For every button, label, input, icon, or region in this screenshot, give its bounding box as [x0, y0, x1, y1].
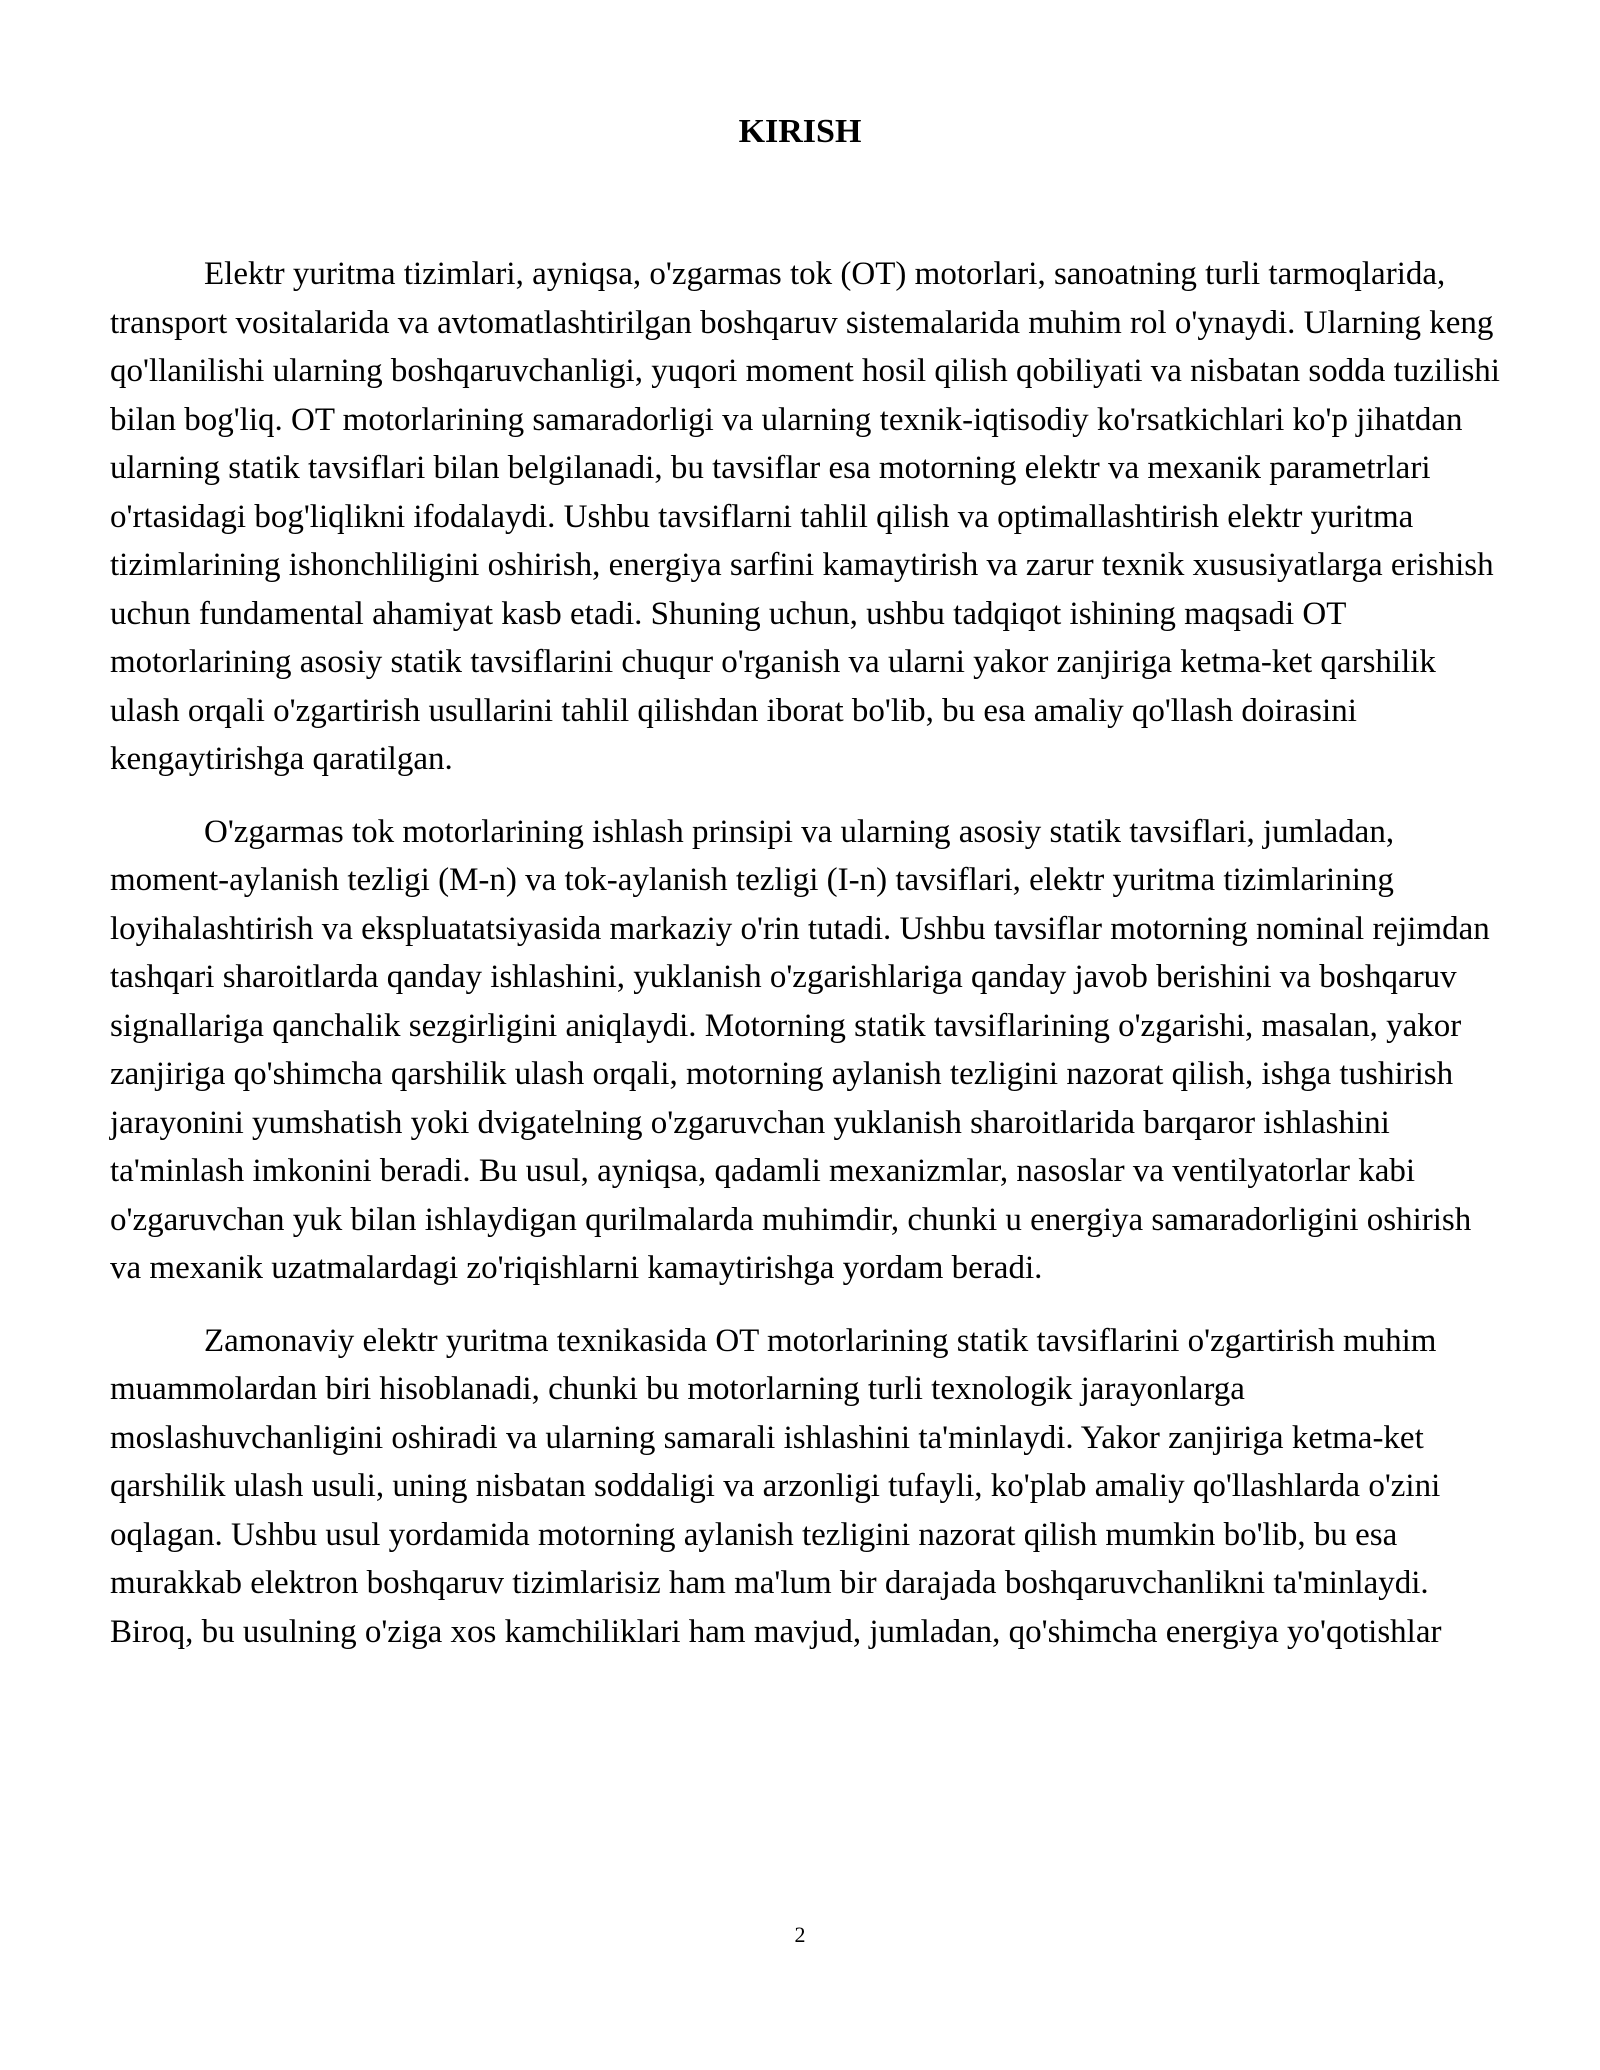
body-text: [110, 250, 1500, 1680]
paragraph-3: Zamonaviy elektr yuritma texnikasida OT motorlarining statik tavsiflarini o'zgartirish muhim muammolardan biri hisoblanadi, chunki bu motorlarning turli texnologik jarayonlarga moslashuvchanligini oshiradi va ularning samarali ishlashini ta'minlaydi. Yakor zanjiriga ketma-ket qarshilik ulash usuli, uning nisbatan soddaligi va arzonligi tufayli, ko'plab amaliy qo'llashlarda o'zini oqlagan. Ushbu usul yordamida motorning aylanish tezligini nazorat qilish mumkin bo'lib, bu esa murakkab elektron boshqaruv tizimlarisiz ham ma'lum bir darajada boshqaruvchanlikni ta'minlaydi. Biroq, bu usulning o'ziga xos kamchiliklari ham mavjud, jumladan, qo'shimcha energiya yo'qotishlar: [110, 1322, 1442, 1650]
paragraph-1: Elektr yuritma tizimlari, ayniqsa, o'zgarmas tok (OT) motorlari, sanoatning turli tarmoqlarida, transport vositalarida va avtomatlashtirilgan boshqaruv sistemalarida muhim rol o'ynaydi. Ularning keng qo'llanilishi ularning boshqaruvchanligi, yuqori moment hosil qilish qobiliyati va nisbatan sodda tuzilishi bilan bog'liq. OT motorlarining samaradorligi va ularning texnik-iqtisodiy ko'rsatkichlari ko'p jihatdan ularning statik tavsiflari bilan belgilanadi, bu tavsiflar esa motorning elektr va mexanik parametrlari o'rtasidagi bog'liqlikni ifodalaydi. Ushbu tavsiflarni tahlil qilish va optimallashtirish elektr yuritma tizimlarining ishonchliligini oshirish, energiya sarfini kamaytirish va zarur texnik xususiyatlarga erishish uchun fundamental ahamiyat kasb etadi. Shuning uchun, ushbu tadqiqot ishining maqsadi OT motorlarining asosiy statik tavsiflarini chuqur o'rganish va ularni yakor zanjiriga ketma-ket qarshilik ulash orqali o'zgartirish usullarini tahlil qilishdan iborat bo'lib, bu esa amaliy qo'llash doirasini kengaytirishga qaratilgan.: [110, 256, 1500, 777]
paragraph-2: O'zgarmas tok motorlarining ishlash prinsipi va ularning asosiy statik tavsiflari, jumladan, moment-aylanish tezligi (M-n) va tok-aylanish tezligi (I-n) tavsiflari, elektr yuritma tizimlarining loyihalashtirish va ekspluatatsiyasida markaziy o'rin tutadi. Ushbu tavsiflar motorning nominal rejimdan tashqari sharoitlarda qanday ishlashini, yuklanish o'zgarishlariga qanday javob berishini va boshqaruv signallariga qanchalik sezgirligini aniqlaydi. Motorning statik tavsiflarining o'zgarishi, masalan, yakor zanjiriga qo'shimcha qarshilik ulash orqali, motorning aylanish tezligini nazorat qilish, ishga tushirish jarayonini yumshatish yoki dvigatelning o'zgaruvchan yuklanish sharoitlarida barqaror ishlashini ta'minlash imkonini beradi. Bu usul, ayniqsa, qadamli mexanizmlar, nasoslar va ventilyatorlar kabi o'zgaruvchan yuk bilan ishlaydigan qurilmalarda muhimdir, chunki u energiya samaradorligini oshirish va mexanik uzatmalardagi zo'riqishlarni kamaytirishga yordam beradi.: [110, 813, 1490, 1286]
page-title: KIRISH: [738, 113, 862, 150]
page-number: 2: [794, 1922, 806, 1947]
